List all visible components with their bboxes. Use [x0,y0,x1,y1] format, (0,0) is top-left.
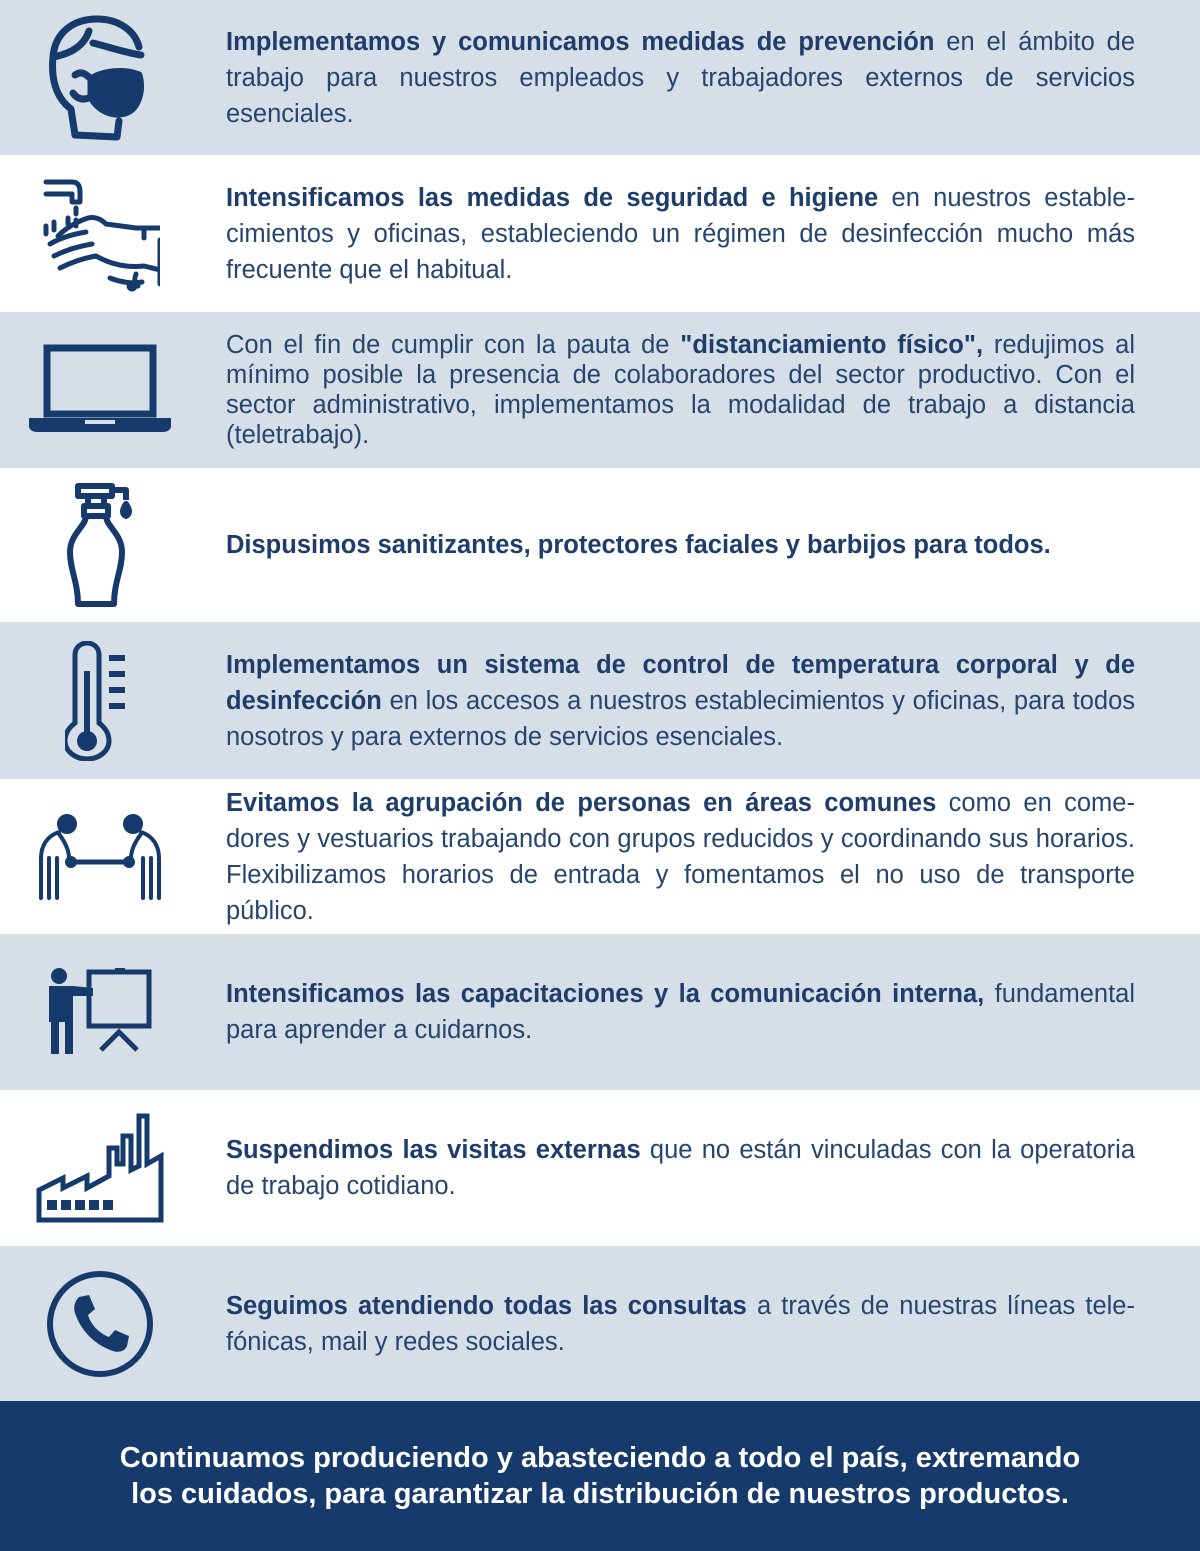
measure-text [200,647,1200,755]
measure-text [200,976,1200,1048]
measure-text [200,24,1200,132]
measure-rest: a través de nuestras líneas telefónicas, mail y redes sociales. [226,1291,1135,1356]
measure-text [200,330,1200,450]
measure-pre: Con el fin de cumplir con la pauta de [226,331,681,359]
measure-bold: Evitamos la agrupación de personas en áreas comunes [226,788,937,817]
masked-person-icon [45,13,155,143]
measure-row-training [0,934,1200,1090]
social-distance-icon [35,812,165,902]
measure-row-supplies [0,468,1200,622]
sanitizer-bottle-icon [60,482,140,608]
measure-rest: que no están vinculadas con la operatoria de trabajo cotidiano. [226,1136,1135,1200]
measure-text [200,1132,1200,1204]
measure-text [200,1288,1200,1360]
measure-rest: en el ámbito de trabajo para nuestros empleados y trabajadores externos de servicios esenciales. [226,27,1136,128]
measure-row-groups [0,779,1200,934]
measure-bold: "distanciamiento físico", [680,331,984,359]
laptop-icon [25,340,175,440]
measure-bold: Intensificamos las medidas de seguridad e higiene [226,183,879,212]
closing-line-2: los cuidados, para garantizar la distribución de nuestros productos. [131,1478,1069,1510]
measure-bold: Dispusimos sanitizantes, protectores faciales y barbijos para todos. [226,531,1051,559]
measure-bold: Implementamos y comunicamos medidas de prevención [226,27,935,56]
measure-rest: redujimos al mínimo posible la presencia de colaboradores del sector productivo. Con el sector administrativo, implementamos la modalidad de trabajo a distancia (teletrabajo). [226,331,1136,449]
measure-text [200,785,1200,929]
measure-rest: en los accesos a nuestros establecimientos y oficinas, para todos nosotros y para externos de servicios esenciales. [226,686,1135,751]
hand-washing-icon [40,174,160,294]
measure-row-prevention [0,0,1200,155]
measure-bold: Implementamos un sistema de control de temperatura corporal y de desinfección [226,650,1135,715]
measure-bold: Seguimos atendiendo todas las consultas [226,1291,747,1320]
presentation-icon [45,966,155,1058]
measure-rest: como en comedores y vestuarios trabajando con grupos reducidos y coordinando sus horarios. Flexibilizamos horarios de entrada y fomentamos el no uso de transporte público. [226,788,1135,925]
phone-icon [45,1269,155,1379]
measure-row-visits [0,1090,1200,1246]
measure-row-distancing [0,312,1200,468]
measure-bold: Intensificamos las capacitaciones y la comunicación interna, [226,980,985,1008]
measure-bold: Suspendimos las visitas externas [226,1136,641,1164]
thermometer-icon [65,641,135,761]
measure-rest: en nuestros establecimientos y oficinas, estableciendo un régimen de desinfección mucho más frecuente que el habitual. [226,183,1135,284]
measure-rest: fundamental para aprender a cuidarnos. [226,980,1135,1044]
measure-row-consultations [0,1246,1200,1401]
measure-text [200,180,1200,288]
factory-icon [35,1112,165,1224]
measure-row-hygiene [0,155,1200,312]
measure-text [200,527,1200,563]
closing-line-1: Continuamos produciendo y abasteciendo a todo el país, extremando [119,1442,1081,1474]
measure-row-temperature [0,622,1200,779]
closing-banner [0,1401,1200,1551]
